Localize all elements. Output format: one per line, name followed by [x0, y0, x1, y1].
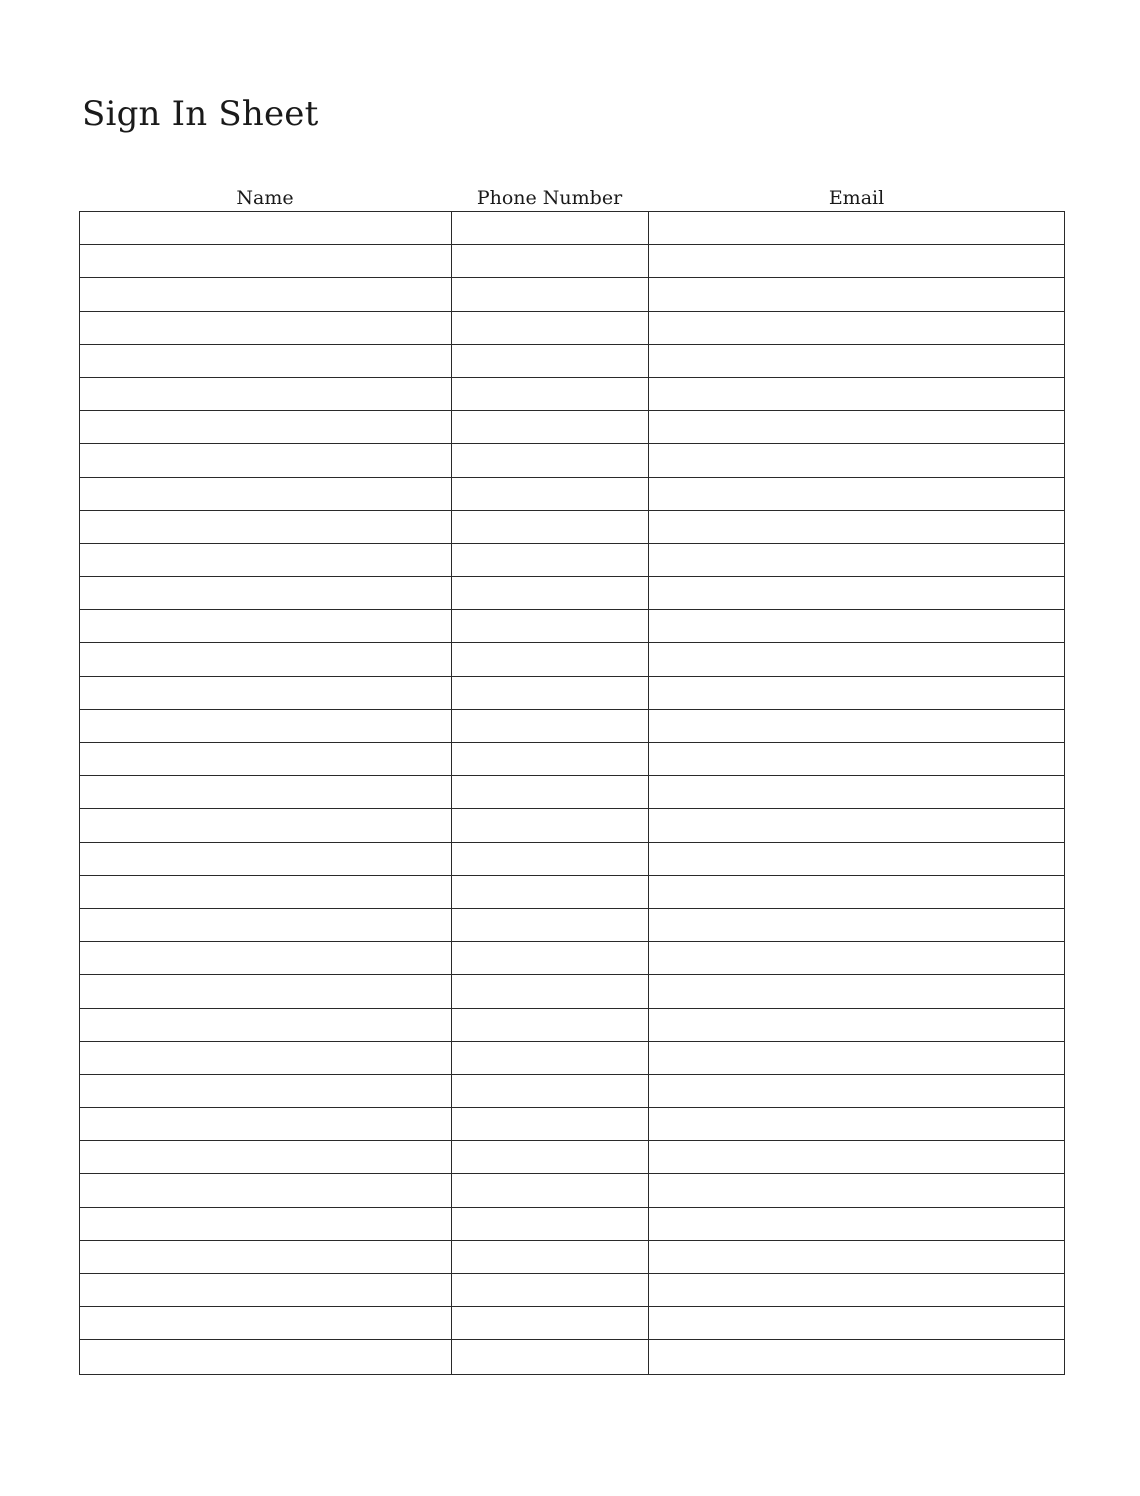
name-cell[interactable]: [80, 577, 452, 609]
phone-cell[interactable]: [452, 1340, 649, 1373]
name-cell[interactable]: [80, 345, 452, 377]
email-cell[interactable]: [649, 610, 1064, 642]
phone-cell[interactable]: [452, 643, 649, 675]
name-cell[interactable]: [80, 544, 452, 576]
table-row: [80, 710, 1064, 743]
phone-cell[interactable]: [452, 444, 649, 476]
table-row: [80, 1274, 1064, 1307]
name-cell[interactable]: [80, 278, 452, 310]
table-row: [80, 1208, 1064, 1241]
table-row: [80, 1141, 1064, 1174]
name-cell[interactable]: [80, 909, 452, 941]
table-row: [80, 212, 1064, 245]
name-cell[interactable]: [80, 776, 452, 808]
phone-cell[interactable]: [452, 411, 649, 443]
phone-cell[interactable]: [452, 1241, 649, 1273]
email-cell[interactable]: [649, 245, 1064, 277]
name-cell[interactable]: [80, 1108, 452, 1140]
phone-cell[interactable]: [452, 1009, 649, 1041]
email-cell[interactable]: [649, 1174, 1064, 1206]
name-cell[interactable]: [80, 610, 452, 642]
email-cell[interactable]: [649, 1009, 1064, 1041]
email-cell[interactable]: [649, 942, 1064, 974]
table-row: [80, 1009, 1064, 1042]
email-cell[interactable]: [649, 411, 1064, 443]
email-cell[interactable]: [649, 312, 1064, 344]
email-cell[interactable]: [649, 278, 1064, 310]
phone-cell[interactable]: [452, 511, 649, 543]
name-cell[interactable]: [80, 843, 452, 875]
email-cell[interactable]: [649, 345, 1064, 377]
email-cell[interactable]: [649, 909, 1064, 941]
phone-cell[interactable]: [452, 942, 649, 974]
phone-cell[interactable]: [452, 544, 649, 576]
email-cell[interactable]: [649, 776, 1064, 808]
table-row: [80, 1174, 1064, 1207]
email-cell[interactable]: [649, 1141, 1064, 1173]
phone-cell[interactable]: [452, 1075, 649, 1107]
phone-cell[interactable]: [452, 610, 649, 642]
phone-cell[interactable]: [452, 677, 649, 709]
email-cell[interactable]: [649, 1075, 1064, 1107]
email-cell[interactable]: [649, 1042, 1064, 1074]
phone-cell[interactable]: [452, 1108, 649, 1140]
table-row: [80, 843, 1064, 876]
name-cell[interactable]: [80, 1307, 452, 1339]
table-row: [80, 411, 1064, 444]
phone-cell[interactable]: [452, 743, 649, 775]
phone-cell[interactable]: [452, 1141, 649, 1173]
table-row: [80, 1075, 1064, 1108]
phone-cell[interactable]: [452, 843, 649, 875]
page-title: Sign In Sheet: [82, 94, 319, 134]
email-cell[interactable]: [649, 478, 1064, 510]
email-cell[interactable]: [649, 511, 1064, 543]
name-cell[interactable]: [80, 245, 452, 277]
email-cell[interactable]: [649, 643, 1064, 675]
name-cell[interactable]: [80, 710, 452, 742]
column-header-name: Name: [236, 187, 294, 209]
name-cell[interactable]: [80, 1141, 452, 1173]
name-cell[interactable]: [80, 1208, 452, 1240]
table-row: [80, 776, 1064, 809]
email-cell[interactable]: [649, 1340, 1064, 1373]
table-row: [80, 643, 1064, 676]
phone-cell[interactable]: [452, 1208, 649, 1240]
name-cell[interactable]: [80, 212, 452, 244]
phone-cell[interactable]: [452, 577, 649, 609]
name-cell[interactable]: [80, 1340, 452, 1373]
table-row: [80, 544, 1064, 577]
table-row: [80, 1340, 1064, 1373]
table-row: [80, 278, 1064, 311]
table-row: [80, 1307, 1064, 1340]
table-row: [80, 942, 1064, 975]
phone-cell[interactable]: [452, 1307, 649, 1339]
phone-cell[interactable]: [452, 710, 649, 742]
email-cell[interactable]: [649, 710, 1064, 742]
email-cell[interactable]: [649, 1274, 1064, 1306]
table-row: [80, 743, 1064, 776]
phone-cell[interactable]: [452, 478, 649, 510]
phone-cell[interactable]: [452, 1174, 649, 1206]
email-cell[interactable]: [649, 577, 1064, 609]
name-cell[interactable]: [80, 378, 452, 410]
email-cell[interactable]: [649, 677, 1064, 709]
phone-cell[interactable]: [452, 876, 649, 908]
email-cell[interactable]: [649, 743, 1064, 775]
table-row: [80, 975, 1064, 1008]
phone-cell[interactable]: [452, 776, 649, 808]
email-cell[interactable]: [649, 544, 1064, 576]
email-cell[interactable]: [649, 975, 1064, 1007]
column-header-email: Email: [828, 187, 885, 209]
name-cell[interactable]: [80, 511, 452, 543]
email-cell[interactable]: [649, 378, 1064, 410]
phone-cell[interactable]: [452, 909, 649, 941]
name-cell[interactable]: [80, 743, 452, 775]
table-row: [80, 478, 1064, 511]
phone-cell[interactable]: [452, 378, 649, 410]
table-row: [80, 876, 1064, 909]
name-cell[interactable]: [80, 411, 452, 443]
table-row: [80, 577, 1064, 610]
column-header-phone: Phone Number: [476, 187, 623, 209]
name-cell[interactable]: [80, 444, 452, 476]
phone-cell[interactable]: [452, 809, 649, 841]
table-row: [80, 378, 1064, 411]
email-cell[interactable]: [649, 809, 1064, 841]
email-cell[interactable]: [649, 1108, 1064, 1140]
name-cell[interactable]: [80, 1274, 452, 1306]
table-row: [80, 1042, 1064, 1075]
name-cell[interactable]: [80, 1075, 452, 1107]
table-row: [80, 809, 1064, 842]
phone-cell[interactable]: [452, 212, 649, 244]
table-row: [80, 245, 1064, 278]
phone-cell[interactable]: [452, 975, 649, 1007]
phone-cell[interactable]: [452, 1274, 649, 1306]
name-cell[interactable]: [80, 312, 452, 344]
table-row: [80, 312, 1064, 345]
email-cell[interactable]: [649, 212, 1064, 244]
signin-table: [79, 211, 1065, 1375]
email-cell[interactable]: [649, 1307, 1064, 1339]
phone-cell[interactable]: [452, 312, 649, 344]
email-cell[interactable]: [649, 843, 1064, 875]
phone-cell[interactable]: [452, 345, 649, 377]
table-row: [80, 677, 1064, 710]
phone-cell[interactable]: [452, 278, 649, 310]
name-cell[interactable]: [80, 1241, 452, 1273]
table-row: [80, 1241, 1064, 1274]
table-row: [80, 610, 1064, 643]
table-row: [80, 345, 1064, 378]
name-cell[interactable]: [80, 677, 452, 709]
phone-cell[interactable]: [452, 245, 649, 277]
name-cell[interactable]: [80, 942, 452, 974]
table-row: [80, 444, 1064, 477]
name-cell[interactable]: [80, 876, 452, 908]
phone-cell[interactable]: [452, 1042, 649, 1074]
name-cell[interactable]: [80, 809, 452, 841]
name-cell[interactable]: [80, 478, 452, 510]
email-cell[interactable]: [649, 444, 1064, 476]
name-cell[interactable]: [80, 643, 452, 675]
table-row: [80, 511, 1064, 544]
name-cell[interactable]: [80, 1009, 452, 1041]
table-row: [80, 1108, 1064, 1141]
email-cell[interactable]: [649, 1241, 1064, 1273]
column-headers: [79, 184, 1065, 212]
email-cell[interactable]: [649, 1208, 1064, 1240]
name-cell[interactable]: [80, 1174, 452, 1206]
name-cell[interactable]: [80, 975, 452, 1007]
email-cell[interactable]: [649, 876, 1064, 908]
name-cell[interactable]: [80, 1042, 452, 1074]
table-row: [80, 909, 1064, 942]
